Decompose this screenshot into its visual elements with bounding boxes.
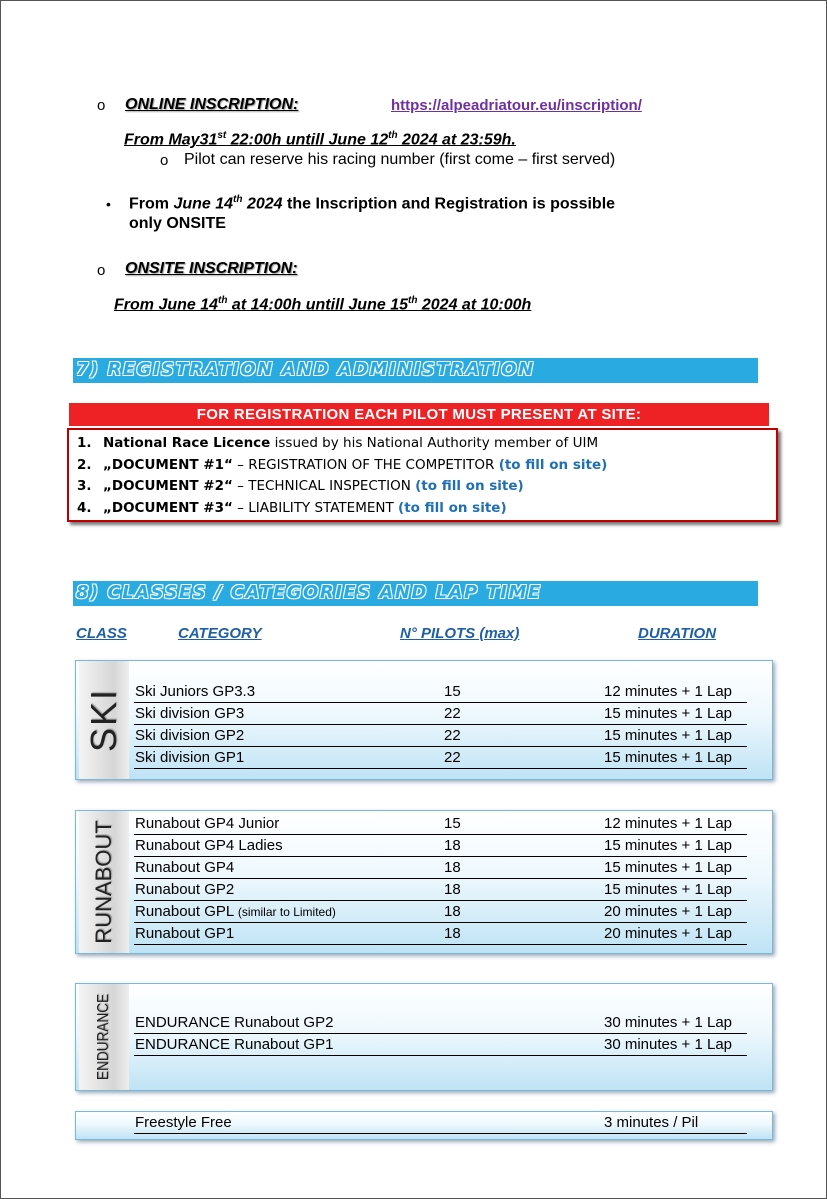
table-row: Ski Juniors GP3.3 15 12 minutes + 1 Lap bbox=[134, 682, 747, 703]
onsite-inscription-title: ONSITE INSCRIPTION: bbox=[125, 260, 298, 277]
table-row: Runabout GP4 Junior 15 12 minutes + 1 Lap bbox=[134, 814, 747, 835]
class-box-freestyle bbox=[75, 1111, 773, 1140]
requirements-box bbox=[67, 428, 778, 522]
online-dates: From May31st 22:00h untill June 12th 2024 at 23:59h. bbox=[124, 130, 516, 149]
table-row: Runabout GP4 18 15 minutes + 1 Lap bbox=[134, 858, 747, 879]
col-header-duration: DURATION bbox=[638, 625, 717, 642]
table-row: ENDURANCE Runabout GP1 30 minutes + 1 Lap bbox=[134, 1035, 747, 1056]
onsite-bullet-line2: only ONSITE bbox=[129, 215, 226, 232]
onsite-dates: From June 14th at 14:00h untill June 15th 2024 at 10:00h bbox=[114, 295, 532, 314]
class-box-runabout bbox=[75, 810, 773, 954]
section7-title: 7) REGISTRATION AND ADMINISTRATION bbox=[76, 359, 535, 380]
table-row: Runabout GP1 18 20 minutes + 1 Lap bbox=[134, 924, 747, 945]
onsite-bullet-line1: From June 14th 2024 the Inscription and Registration is possible bbox=[129, 194, 616, 213]
table-row: Freestyle Free 3 minutes / Pil bbox=[134, 1113, 747, 1134]
col-header-pilots: N° PILOTS (max) bbox=[400, 625, 520, 642]
table-row: Runabout GPL (similar to Limited) 18 20 minutes + 1 Lap bbox=[134, 902, 747, 923]
class-box-ski bbox=[75, 660, 773, 780]
class-label-runabout: RUNABOUT bbox=[79, 811, 129, 953]
col-header-category: CATEGORY bbox=[178, 625, 262, 642]
section8-title: 8) CLASSES / CATEGORIES AND LAP TIME bbox=[76, 582, 542, 603]
table-row: Ski division GP3 22 15 minutes + 1 Lap bbox=[134, 704, 747, 725]
table-row: Runabout GP4 Ladies 18 15 minutes + 1 Lap bbox=[134, 836, 747, 857]
online-inscription-title: ONLINE INSCRIPTION: bbox=[125, 96, 299, 113]
circle-bullet: o bbox=[97, 262, 106, 279]
class-label-ski: SKI bbox=[79, 661, 129, 779]
online-note: Pilot can reserve his racing number (first come – first served) bbox=[184, 151, 616, 168]
registration-banner: FOR REGISTRATION EACH PILOT MUST PRESENT AT SITE: bbox=[69, 403, 769, 426]
table-row: ENDURANCE Runabout GP2 30 minutes + 1 Lap bbox=[134, 1013, 747, 1034]
col-header-class: CLASS bbox=[76, 625, 127, 642]
table-row: Ski division GP2 22 15 minutes + 1 Lap bbox=[134, 726, 747, 747]
section7-header bbox=[73, 358, 758, 383]
dot-bullet: • bbox=[106, 196, 111, 212]
inscription-link[interactable]: https://alpeadriatour.eu/inscription/ bbox=[391, 97, 642, 114]
class-label-endurance: ENDURANCE bbox=[79, 984, 129, 1090]
requirement-item: 1. National Race Licence issued by his National Authority member of UIM bbox=[77, 435, 599, 451]
table-row: Ski division GP1 22 15 minutes + 1 Lap bbox=[134, 748, 747, 769]
table-row: Runabout GP2 18 15 minutes + 1 Lap bbox=[134, 880, 747, 901]
requirement-item: 3. „DOCUMENT #2“ – TECHNICAL INSPECTION (to fill on site) bbox=[77, 478, 524, 494]
requirement-item: 4. „DOCUMENT #3“ – LIABILITY STATEMENT (to fill on site) bbox=[77, 500, 507, 516]
requirement-item: 2. „DOCUMENT #1“ – REGISTRATION OF THE COMPETITOR (to fill on site) bbox=[77, 457, 608, 473]
circle-bullet: o bbox=[160, 152, 169, 169]
section8-header bbox=[73, 581, 758, 606]
class-box-endurance bbox=[75, 983, 773, 1091]
circle-bullet: o bbox=[97, 97, 106, 114]
